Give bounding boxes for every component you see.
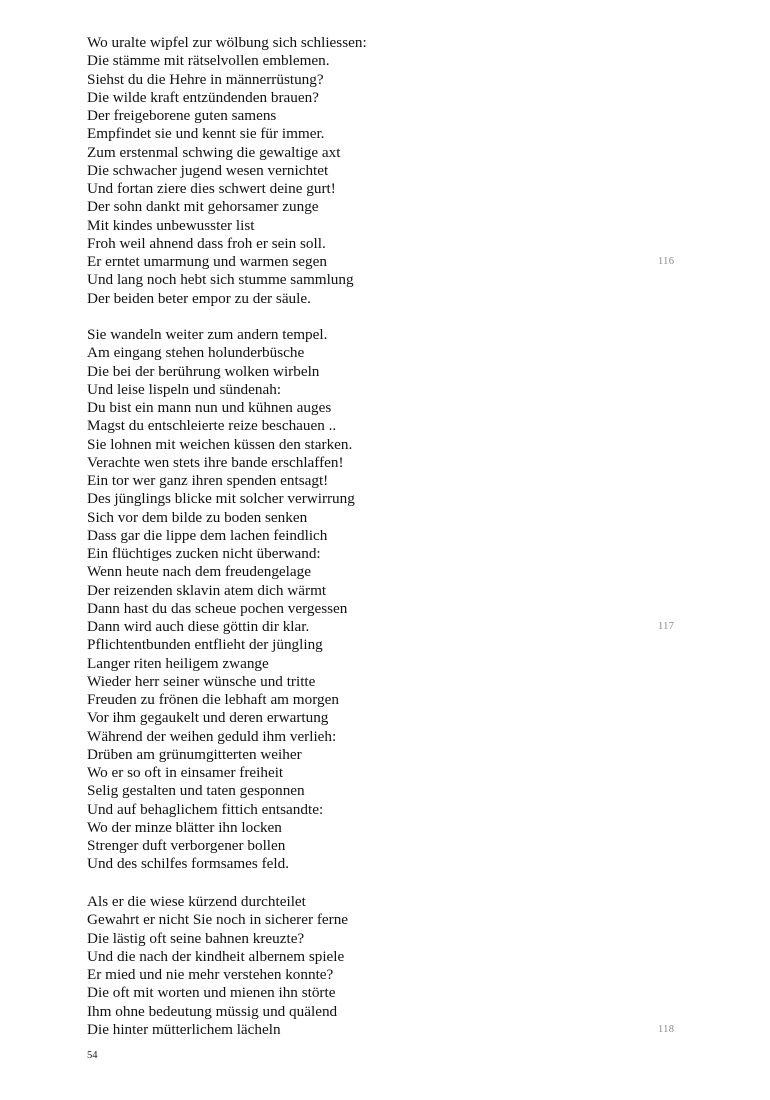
- poem-line: [87, 673, 687, 691]
- poem-line-text: Wo er so oft in einsamer freiheit: [87, 764, 284, 781]
- poem-line: [87, 728, 687, 746]
- poem-line: [87, 490, 687, 508]
- poem-line: [87, 509, 687, 527]
- poem-line: [87, 290, 687, 308]
- poem-line-text: Mit kindes unbewusster list: [87, 216, 255, 234]
- poem-line-text: Der freigeborene guten samens: [87, 107, 277, 124]
- poem-line-text: Langer riten heiligem zwange: [87, 654, 269, 672]
- poem-line-text: Du bist ein mann nun und kühnen auges: [87, 399, 332, 416]
- poem-line: [87, 344, 687, 362]
- poem-line: [87, 746, 687, 764]
- poem-line: [87, 582, 687, 600]
- poem-line-text: Sie lohnen mit weichen küssen den starken.: [87, 435, 353, 453]
- poem-line: [87, 764, 687, 782]
- poem-line-text: Dann hast du das scheue pochen vergessen: [87, 599, 348, 617]
- poem-line-text: Und leise lispeln und sündenah:: [87, 380, 282, 398]
- poem-line-text: Er erntet umarmung und warmen segen: [87, 253, 327, 270]
- poem-line: [87, 144, 687, 162]
- poem-line-text: Der reizenden sklavin atem dich wärmt: [87, 581, 327, 599]
- poem-line: [87, 71, 687, 89]
- poem-line-text: Magst du entschleierte reize beschauen ..: [87, 417, 337, 435]
- poem-line: [87, 1021, 687, 1039]
- poem-line-text: Am eingang stehen holunderbüsche: [87, 344, 305, 362]
- poem-line-text: Der sohn dankt mit gehorsamer zunge: [87, 198, 319, 216]
- poem-line: [87, 34, 687, 52]
- poem-line: [87, 454, 687, 472]
- poem-line: [87, 253, 687, 271]
- poem-line-text: Die hinter mütterlichem lächeln: [87, 1020, 281, 1038]
- poem-line: [87, 326, 687, 344]
- poem-line: [87, 198, 687, 216]
- poem-line: [87, 691, 687, 709]
- poem-line-text: Dann wird auch diese göttin dir klar.: [87, 618, 310, 635]
- poem-line: [87, 527, 687, 545]
- poem-line: [87, 545, 687, 563]
- page-number: 54: [87, 1050, 98, 1061]
- poem-line: [87, 1003, 687, 1021]
- poem-line: [87, 618, 687, 636]
- poem-line: [87, 782, 687, 800]
- poem-line-text: Die schwacher jugend wesen vernichtet: [87, 161, 329, 179]
- poem-line: [87, 930, 687, 948]
- poem-line: [87, 948, 687, 966]
- stanza-1: [87, 34, 687, 308]
- poem-line-text: Er mied und nie mehr verstehen konnte?: [87, 966, 334, 983]
- poem-line-text: Selig gestalten und taten gesponnen: [87, 782, 305, 800]
- poem-line-text: Und fortan ziere dies schwert deine gurt!: [87, 180, 336, 197]
- poem-line-text: Und die nach der kindheit albernem spiele: [87, 947, 345, 965]
- poem-line-text: Verachte wen stets ihre bande erschlaffen!: [87, 453, 344, 471]
- line-number-marker: 117: [658, 621, 675, 632]
- poem-line: [87, 235, 687, 253]
- poem-line-text: Ihm ohne bedeutung müssig und quälend: [87, 1002, 338, 1020]
- poem-line-text: Zum erstenmal schwing die gewaltige axt: [87, 143, 341, 161]
- poem-line-text: Die oft mit worten und mienen ihn störte: [87, 984, 336, 1002]
- poem-line: [87, 125, 687, 143]
- poem-line-text: Gewahrt er nicht Sie noch in sicherer ferne: [87, 911, 349, 929]
- poem-line: [87, 801, 687, 819]
- poem-line: [87, 107, 687, 125]
- poem-line-text: Sie wandeln weiter zum andern tempel.: [87, 326, 328, 343]
- line-number-marker: 116: [658, 256, 675, 267]
- poem-line-text: Ein tor wer ganz ihren spenden entsagt!: [87, 472, 329, 489]
- poem-line-text: Wo der minze blätter ihn locken: [87, 818, 282, 836]
- poem-line: [87, 436, 687, 454]
- poem-line-text: Die bei der berührung wolken wirbeln: [87, 362, 320, 380]
- poem-line: [87, 180, 687, 198]
- poem-line-text: Pflichtentbunden entflieht der jüngling: [87, 636, 323, 654]
- poem-line: [87, 162, 687, 180]
- poem-line-text: Während der weihen geduld ihm verlieh:: [87, 727, 337, 745]
- poem-line: [87, 966, 687, 984]
- poem-line-text: Sich vor dem bilde zu boden senken: [87, 508, 308, 526]
- poem-line: [87, 363, 687, 381]
- poem-line: [87, 52, 687, 70]
- poem-line-text: Und lang noch hebt sich stumme sammlung: [87, 271, 354, 289]
- poem-line: [87, 417, 687, 435]
- poem-line: [87, 911, 687, 929]
- poem-line-text: Wieder herr seiner wünsche und tritte: [87, 672, 316, 690]
- poem-line-text: Und auf behaglichem fittich entsandte:: [87, 800, 324, 818]
- poem-line-text: Froh weil ahnend dass froh er sein soll.: [87, 234, 326, 252]
- poem-line: [87, 819, 687, 837]
- poem-line: [87, 563, 687, 581]
- poem-line-text: Empfindet sie und kennt sie für immer.: [87, 125, 325, 143]
- poem-line-text: Und des schilfes formsames feld.: [87, 855, 290, 873]
- poem-line: [87, 89, 687, 107]
- poem-line-text: Der beiden beter empor zu der säule.: [87, 289, 311, 307]
- poem-line-text: Strenger duft verborgener bollen: [87, 837, 286, 854]
- poem-line-text: Drüben am grünumgitterten weiher: [87, 745, 302, 763]
- poem-line: [87, 636, 687, 654]
- poem-line-text: Wenn heute nach dem freudengelage: [87, 563, 311, 581]
- poem-line-text: Die wilde kraft entzündenden brauen?: [87, 88, 319, 106]
- poem-line-text: Vor ihm gegaukelt und deren erwartung: [87, 709, 329, 727]
- poem-line-text: Freuden zu frönen die lebhaft am morgen: [87, 691, 339, 708]
- poem-line: [87, 893, 687, 911]
- poem-line-text: Wo uralte wipfel zur wölbung sich schliessen:: [87, 34, 367, 51]
- poem-line: [87, 655, 687, 673]
- stanza-3: [87, 893, 687, 1039]
- poem-line-text: Dass gar die lippe dem lachen feindlich: [87, 526, 328, 544]
- poem-line: [87, 600, 687, 618]
- poem-line: [87, 709, 687, 727]
- line-number-marker: 118: [658, 1023, 675, 1035]
- poem-line-text: Des jünglings blicke mit solcher verwirrung: [87, 490, 355, 508]
- poem-line: [87, 855, 687, 873]
- stanza-2: [87, 326, 687, 874]
- poem-line: [87, 217, 687, 235]
- poem-line-text: Ein flüchtiges zucken nicht überwand:: [87, 545, 321, 562]
- poem-line: [87, 984, 687, 1002]
- poem-line: [87, 399, 687, 417]
- poem-line-text: Siehst du die Hehre in männerrüstung?: [87, 70, 324, 88]
- poem-line: [87, 381, 687, 399]
- poem-line: [87, 271, 687, 289]
- poem-line: [87, 472, 687, 490]
- poem-line-text: Die stämme mit rätselvollen emblemen.: [87, 52, 330, 70]
- poem-line: [87, 837, 687, 855]
- poem-line-text: Die lästig oft seine bahnen kreuzte?: [87, 929, 305, 947]
- poem-line-text: Als er die wiese kürzend durchteilet: [87, 893, 306, 910]
